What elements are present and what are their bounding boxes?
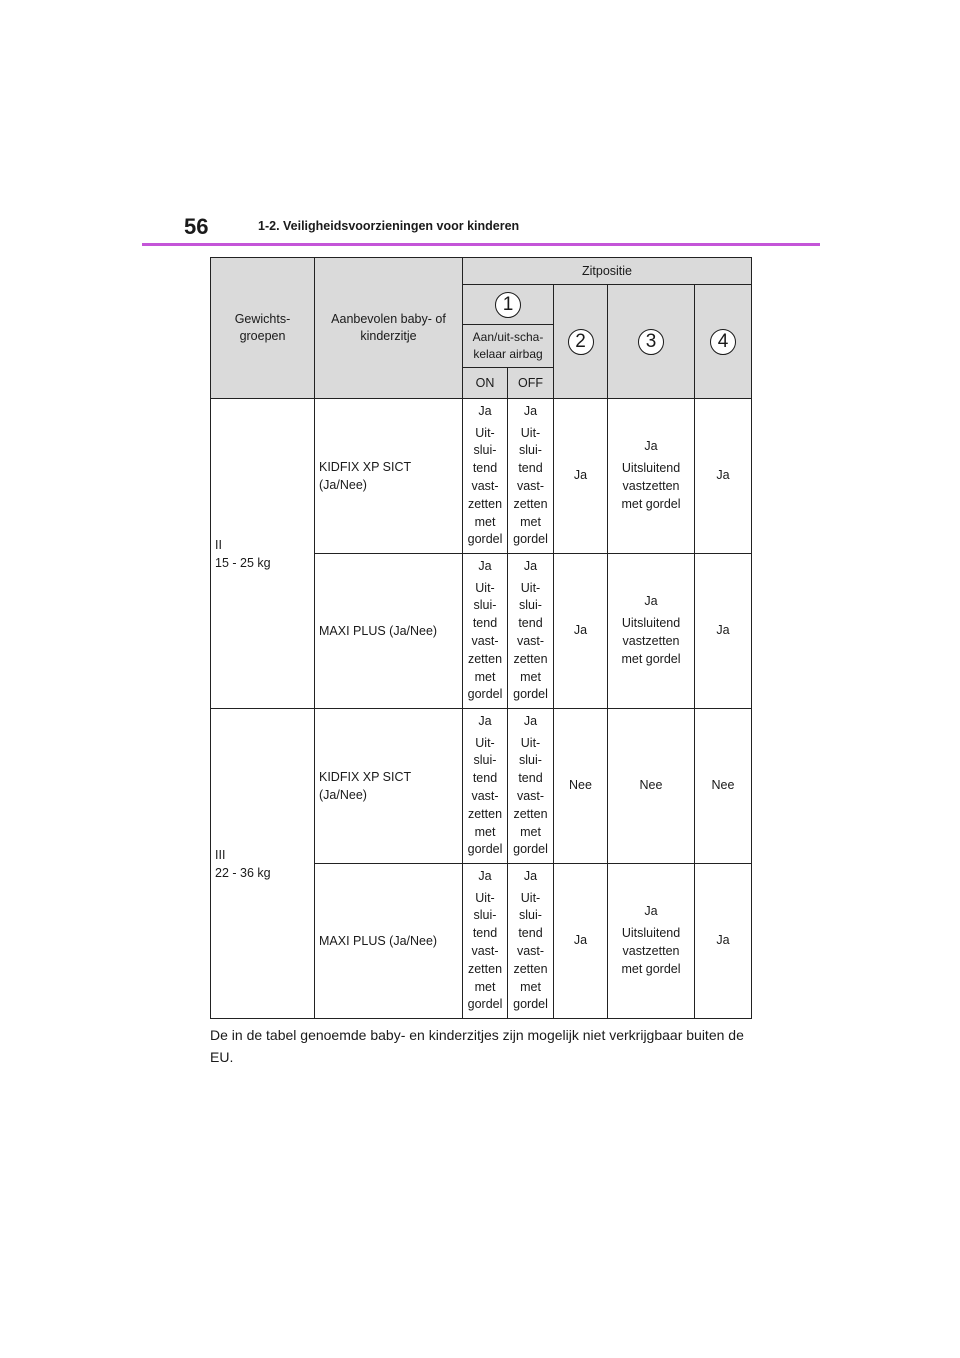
cell-top: Ja — [644, 439, 658, 454]
seat-model: MAXI PLUS (Ja/Nee) — [315, 554, 463, 709]
cell-line: Uitsluitend — [621, 926, 681, 941]
cell-line: vast- — [516, 944, 545, 958]
cell-line: slui- — [473, 598, 497, 613]
seat-2-cell: Ja — [554, 864, 608, 1019]
cell-line: zetten — [467, 496, 503, 511]
footnote: De in de tabel genoemde baby- en kinderzitjes zijn mogelijk niet verkrijgbaar buiten de EU. — [210, 1027, 744, 1065]
airbag-on-cell — [463, 554, 508, 709]
cell-line: slui- — [519, 908, 542, 923]
cell-top: Ja — [523, 868, 538, 883]
cell-line: slui- — [473, 753, 497, 768]
cell-line: vast- — [471, 479, 499, 493]
cell-line: met — [520, 514, 541, 529]
group-iii-cell — [211, 709, 315, 1019]
cell-line: zetten — [513, 651, 548, 666]
header-on: ON — [463, 368, 508, 399]
seat-3-cell: Nee — [608, 709, 695, 864]
cell-line: gordel — [467, 997, 503, 1012]
seat-model: KIDFIX XP SICT (Ja/Nee) — [315, 399, 463, 554]
cell-line: met — [520, 979, 541, 994]
cell-line: slui- — [519, 753, 542, 768]
cell-line: vast- — [471, 944, 499, 958]
group-name: III — [215, 847, 226, 862]
header-seating-position: Zitpositie — [463, 258, 752, 285]
seat-3-number: 3 — [638, 329, 664, 355]
cell-line: tend — [518, 926, 543, 941]
seat-1-number: 1 — [495, 292, 521, 318]
airbag-off-cell — [508, 554, 554, 709]
seat-4-cell: Ja — [695, 554, 752, 709]
cell-line: gordel — [467, 532, 503, 547]
cell-line: slui- — [519, 443, 542, 458]
cell-line: tend — [518, 771, 543, 786]
header-seat-1 — [463, 285, 554, 325]
cell-line: tend — [518, 616, 543, 631]
cell-top: Ja — [644, 904, 658, 919]
cell-line: zetten — [467, 806, 503, 821]
header-off: OFF — [508, 368, 554, 399]
cell-line: vast- — [516, 634, 545, 648]
cell-top: Ja — [523, 558, 538, 573]
cell-line: gordel — [513, 842, 548, 857]
cell-line: tend — [472, 771, 498, 786]
cell-line: slui- — [519, 598, 542, 613]
cell-line: Uit- — [520, 580, 541, 595]
cell-top: Ja — [644, 594, 658, 609]
group-weight: 22 - 36 kg — [215, 865, 271, 880]
cell-line: gordel — [467, 687, 503, 702]
cell-line: met gordel — [621, 651, 681, 666]
cell-line: vastzetten — [622, 479, 680, 493]
cell-line: met — [474, 979, 496, 994]
cell-line: Uit- — [475, 890, 495, 905]
seat-2-cell: Ja — [554, 399, 608, 554]
cell-line: met — [474, 824, 496, 839]
cell-line: vast- — [471, 789, 499, 803]
cell-line: met — [474, 514, 496, 529]
header-seat-3 — [608, 285, 695, 399]
cell-line: Uit- — [520, 735, 541, 750]
seat-3-cell — [608, 864, 695, 1019]
cell-line: vast- — [516, 789, 545, 803]
cell-line: vastzetten — [622, 944, 680, 958]
cell-line: vast- — [516, 479, 545, 493]
cell-line: vast- — [471, 634, 499, 648]
cell-top: Ja — [478, 403, 492, 418]
header-airbag-switch: Aan/uit-scha- kelaar airbag — [463, 325, 554, 368]
cell-top: Ja — [478, 713, 492, 728]
seat-model: MAXI PLUS (Ja/Nee) — [315, 864, 463, 1019]
header-recommended-seat: Aanbevolen baby- of kinderzitje — [315, 258, 463, 399]
cell-line: gordel — [513, 532, 548, 547]
section-title: 1-2. Veiligheidsvoorzieningen voor kinderen — [258, 219, 520, 233]
cell-top: Ja — [478, 868, 492, 883]
cell-line: Uit- — [520, 890, 541, 905]
cell-top: Ja — [478, 558, 492, 573]
cell-line: gordel — [467, 842, 503, 857]
cell-line: zetten — [467, 961, 503, 976]
seat-model: KIDFIX XP SICT (Ja/Nee) — [315, 709, 463, 864]
cell-line: met gordel — [621, 961, 681, 976]
header-rule — [142, 243, 820, 246]
cell-line: tend — [518, 461, 543, 476]
cell-line: met gordel — [621, 496, 681, 511]
cell-line: Uit- — [475, 735, 495, 750]
cell-line: tend — [472, 461, 498, 476]
cell-line: Uit- — [475, 580, 495, 595]
cell-line: zetten — [467, 651, 503, 666]
airbag-off-cell — [508, 864, 554, 1019]
cell-line: vastzetten — [622, 634, 680, 648]
airbag-off-cell — [508, 399, 554, 554]
cell-line: tend — [472, 616, 498, 631]
seat-4-cell: Nee — [695, 709, 752, 864]
cell-line: gordel — [513, 997, 548, 1012]
seat-4-cell: Ja — [695, 864, 752, 1019]
cell-line: gordel — [513, 687, 548, 702]
page-number: 56 — [184, 214, 209, 239]
cell-line: met — [520, 824, 541, 839]
airbag-on-cell — [463, 399, 508, 554]
cell-top: Ja — [523, 403, 538, 418]
cell-line: zetten — [513, 806, 548, 821]
seat-2-number: 2 — [568, 329, 594, 355]
group-name: II — [215, 537, 222, 552]
header-seat-2 — [554, 285, 608, 399]
group-ii-cell — [211, 399, 315, 709]
seat-2-cell: Nee — [554, 709, 608, 864]
cell-line: met — [474, 669, 496, 684]
cell-line: slui- — [473, 908, 497, 923]
seat-3-cell — [608, 399, 695, 554]
cell-line: zetten — [513, 961, 548, 976]
cell-line: met — [520, 669, 541, 684]
seat-suitability-table — [210, 257, 752, 1019]
cell-line: Uitsluitend — [621, 461, 681, 476]
seat-2-cell: Ja — [554, 554, 608, 709]
cell-line: Uit- — [475, 425, 495, 440]
cell-line: Uitsluitend — [621, 616, 681, 631]
header-seat-4 — [695, 285, 752, 399]
cell-line: zetten — [513, 496, 548, 511]
airbag-on-cell — [463, 864, 508, 1019]
cell-top: Ja — [523, 713, 538, 728]
seat-4-cell: Ja — [695, 399, 752, 554]
cell-line: slui- — [473, 443, 497, 458]
seat-3-cell — [608, 554, 695, 709]
group-weight: 15 - 25 kg — [215, 555, 271, 570]
cell-line: tend — [472, 926, 498, 941]
cell-line: Uit- — [520, 425, 541, 440]
airbag-on-cell — [463, 709, 508, 864]
airbag-off-cell — [508, 709, 554, 864]
header-weight-groups: Gewichts- groepen — [211, 258, 315, 399]
seat-4-number: 4 — [710, 329, 736, 355]
